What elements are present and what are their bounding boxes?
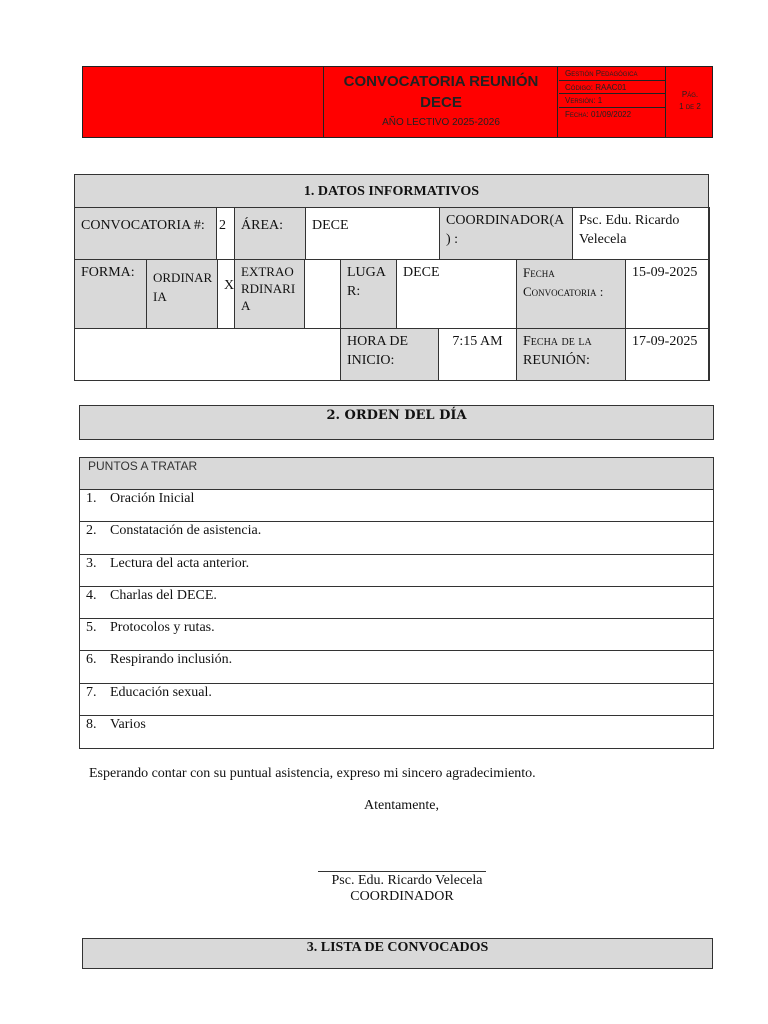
list-item	[80, 684, 713, 716]
point-text: Respirando inclusión.	[110, 652, 233, 668]
signer-name: Psc. Edu. Ricardo Velecela	[331, 873, 483, 888]
page-number	[667, 89, 713, 113]
area-label: ÁREA:	[234, 207, 306, 260]
points-header: PUNTOS A TRATAR	[80, 458, 713, 490]
section-2-title: 2. ORDEN DEL DÍA	[79, 405, 714, 440]
point-text: Charlas del DECE.	[110, 587, 217, 603]
point-text: Educación sexual.	[110, 684, 212, 700]
list-item	[80, 619, 713, 651]
document-meta	[559, 67, 665, 121]
closing-greeting: Atentamente,	[363, 798, 440, 813]
signature-line	[318, 871, 486, 872]
point-text: Varios	[110, 717, 146, 733]
list-item	[80, 716, 713, 748]
list-item	[80, 587, 713, 619]
list-item	[80, 651, 713, 683]
extraordinaria-mark	[304, 259, 341, 329]
area-value: DECE	[305, 207, 440, 260]
datos-informativos-table	[74, 174, 709, 381]
lugar-label: LUGA R:	[340, 259, 397, 329]
point-number: 2.	[86, 523, 97, 539]
point-number: 8.	[86, 717, 97, 733]
ordinaria-mark: X	[217, 259, 235, 329]
list-item	[80, 555, 713, 587]
hora-inicio-label: HORA DE INICIO:	[340, 328, 439, 381]
point-text: Protocolos y rutas.	[110, 620, 215, 636]
fecha-convocatoria-value: 15-09-2025	[625, 259, 710, 329]
extraordinaria-label: EXTRAO RDINARI A	[234, 259, 305, 329]
point-text: Constatación de asistencia.	[110, 523, 262, 539]
document-header	[82, 66, 713, 138]
fecha-reunion-value: 17-09-2025	[625, 328, 710, 381]
list-item	[80, 522, 713, 554]
point-number: 4.	[86, 587, 97, 603]
point-number: 5.	[86, 620, 97, 636]
title-line-2: DECE	[420, 94, 462, 111]
meta-code: Código: RAAC01	[559, 81, 665, 95]
fecha-reunion-label: Fecha de la REUNIÓN:	[516, 328, 626, 381]
coordinador-value: Psc. Edu. Ricardo Velecela	[572, 207, 710, 260]
page-count: 1 de 2	[679, 102, 701, 111]
page-label: Pág.	[681, 90, 699, 99]
blank-cell	[74, 328, 341, 381]
signer-role: COORDINADOR	[350, 889, 454, 904]
section-1-title: 1. DATOS INFORMATIVOS	[74, 174, 709, 208]
puntos-a-tratar-table	[79, 457, 714, 749]
point-number: 6.	[86, 652, 97, 668]
convocatoria-value: 2	[216, 207, 235, 260]
point-text: Oración Inicial	[110, 491, 195, 506]
closing-message: Esperando contar con su puntual asistencia, expreso mi sincero agradecimiento.	[89, 766, 536, 781]
title-line-1: CONVOCATORIA REUNIÓN	[343, 73, 539, 90]
header-divider	[665, 67, 666, 137]
section-3-title: 3. LISTA DE CONVOCADOS	[82, 938, 713, 969]
header-divider	[323, 67, 324, 137]
point-number: 7.	[86, 684, 97, 700]
meta-management: Gestión Pedagógica	[559, 67, 665, 81]
meta-date: Fecha: 01/09/2022	[565, 109, 632, 119]
hora-inicio-value: 7:15 AM	[438, 328, 517, 381]
convocatoria-label: CONVOCATORIA #:	[74, 207, 217, 260]
document-title	[325, 71, 557, 113]
school-year: AÑO LECTIVO 2025-2026	[382, 117, 500, 128]
forma-label: FORMA:	[74, 259, 147, 329]
meta-version: Versión: 1	[559, 94, 665, 108]
point-text: Lectura del acta anterior.	[110, 555, 250, 571]
point-number: 1.	[86, 491, 97, 506]
lugar-value: DECE	[396, 259, 517, 329]
header-divider	[557, 67, 558, 137]
fecha-convocatoria-label: Fecha Convocatoria :	[516, 259, 626, 329]
list-item	[80, 490, 713, 522]
point-number: 3.	[86, 555, 97, 571]
coordinador-label: COORDINADOR(A ) :	[439, 207, 573, 260]
ordinaria-label: ORDINAR IA	[146, 259, 218, 329]
